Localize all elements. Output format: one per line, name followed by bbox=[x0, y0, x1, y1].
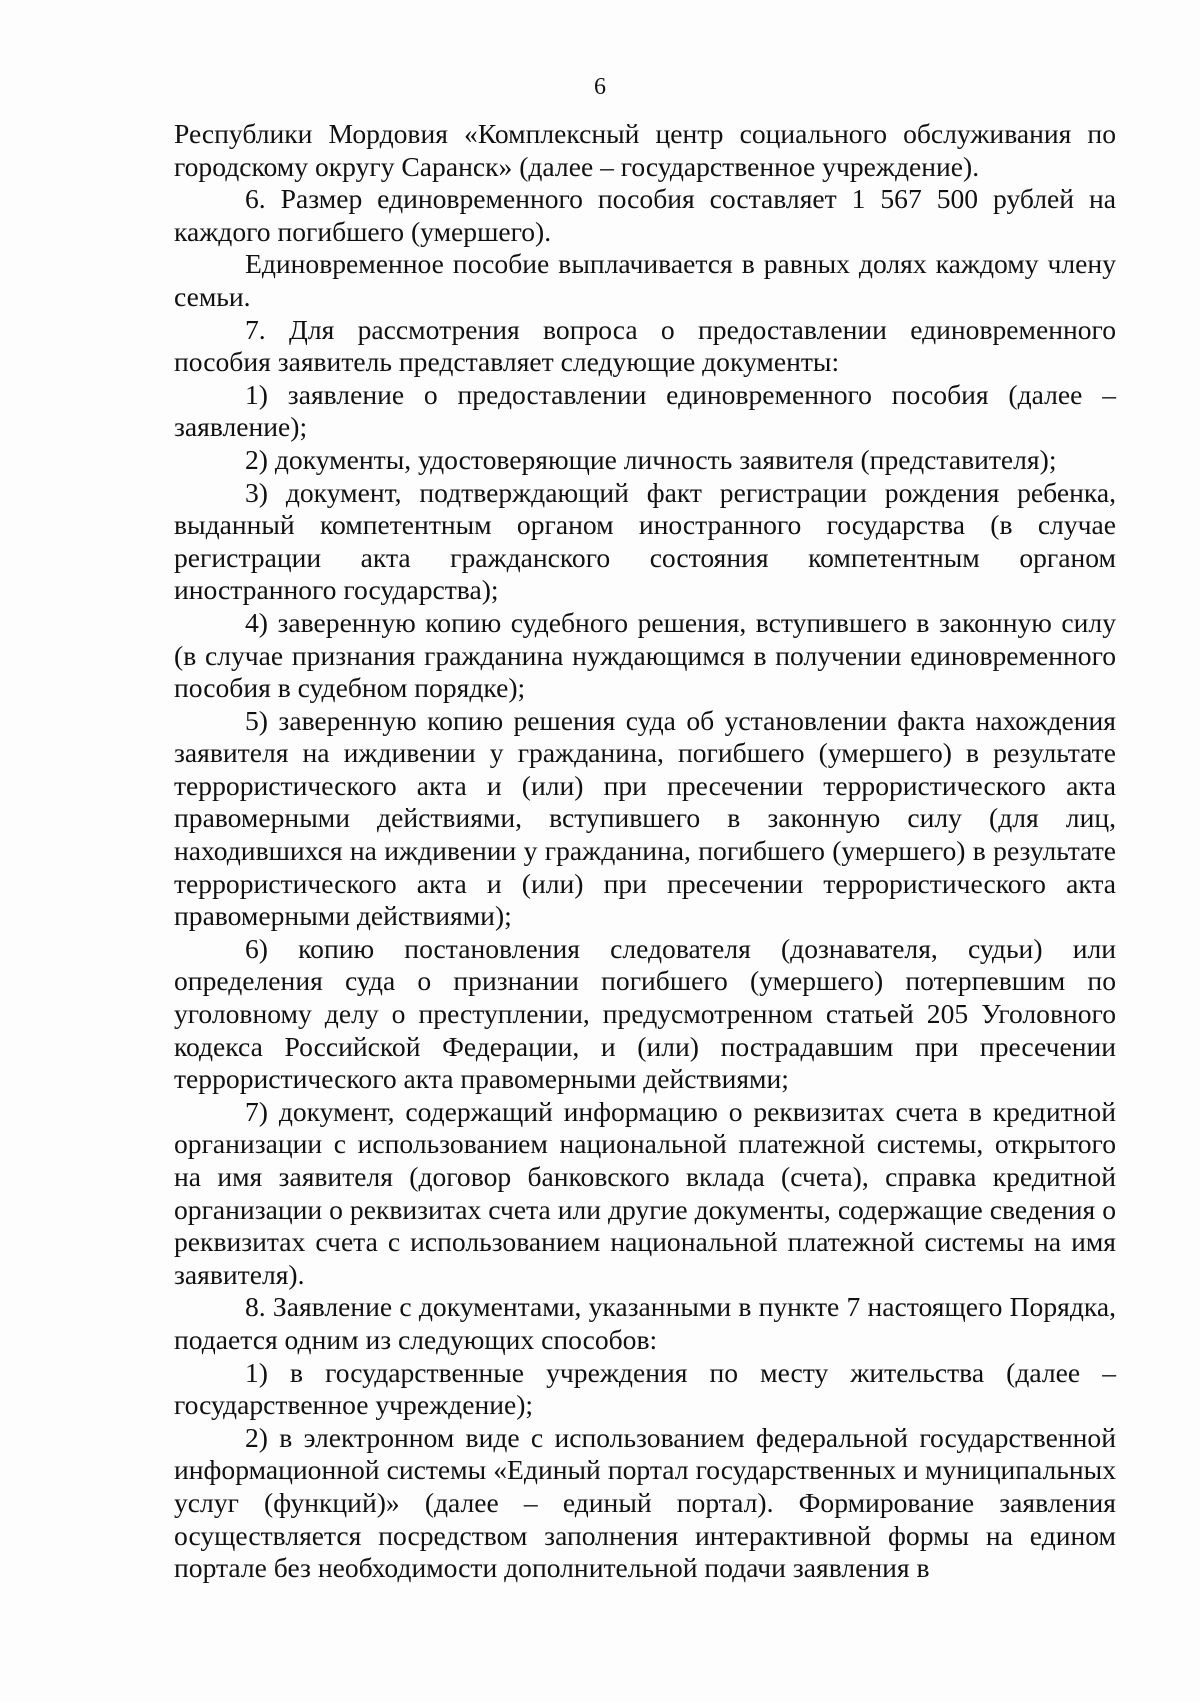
paragraph-item-8: 8. Заявление с документами, указанными в пункте 7 настоящего Порядка, подается одним из следующих способов: bbox=[174, 1291, 1116, 1355]
list-item-7-5: 5) заверенную копию решения суда об установлении факта нахождения заявителя на иждивении у гражданина, погибшего (умершего) в результате террористического акта и (или) при пресечении террористического акта правомерными действиями, вступившего в законную силу (для лиц, находившихся на иждивении у гражданина, погибшего (умершего) в результате террористического акта и (или) при пресечении террористического акта правомерными действиями); bbox=[174, 704, 1116, 932]
list-item-7-3: 3) документ, подтверждающий факт регистрации рождения ребенка, выданный компетентным органом иностранного государства (в случае регистрации акта гражданского состояния компетентным органом иностранного государства); bbox=[174, 476, 1116, 606]
list-item-8-2: 2) в электронном виде с использованием федеральной государственной информационной системы «Единый портал государственных и муниципальных услуг (функций)» (далее – единый портал). Формирование заявления осуществляется посредством заполнения интерактивной формы на едином портале без необходимости дополнительной подачи заявления в bbox=[174, 1421, 1116, 1584]
list-item-7-6: 6) копию постановления следователя (дознавателя, судьи) или определения суда о признании погибшего (умершего) потерпевшим по уголовному делу о преступлении, предусмотренном статьей 205 Уголовного кодекса Российской Федерации, и (или) пострадавшим при пресечении террористического акта правомерными действиями; bbox=[174, 932, 1116, 1095]
paragraph-item-6: 6. Размер единовременного пособия составляет 1 567 500 рублей на каждого погибшего (умершего). bbox=[174, 183, 1116, 247]
list-item-8-1: 1) в государственные учреждения по месту жительства (далее – государственное учреждение); bbox=[174, 1356, 1116, 1421]
paragraph-item-7: 7. Для рассмотрения вопроса о предоставлении единовременного пособия заявитель представляет следующие документы: bbox=[174, 313, 1116, 378]
paragraph-continuation: Республики Мордовия «Комплексный центр социального обслуживания по городскому округу Саранск» (далее – государственное учреждение). bbox=[174, 118, 1116, 182]
document-body bbox=[174, 118, 1116, 1585]
list-item-7-4: 4) заверенную копию судебного решения, вступившего в законную силу (в случае признания гражданина нуждающимся в получении единовременного пособия в судебном порядке); bbox=[174, 606, 1116, 704]
paragraph-equal-shares: Единовременное пособие выплачивается в равных долях каждому члену семьи. bbox=[174, 248, 1116, 312]
list-item-7-1: 1) заявление о предоставлении единовременного пособия (далее – заявление); bbox=[174, 378, 1116, 443]
list-item-7-7: 7) документ, содержащий информацию о реквизитах счета в кредитной организации с использованием национальной платежной системы, открытого на имя заявителя (договор банковского вклада (счета), справка кредитной организации о реквизитах счета или другие документы, содержащие сведения о реквизитах счета с использованием национальной платежной системы на имя заявителя). bbox=[174, 1095, 1116, 1290]
list-item-7-2: 2) документы, удостоверяющие личность заявителя (представителя); bbox=[245, 443, 1057, 475]
page-number: 6 bbox=[594, 74, 606, 100]
